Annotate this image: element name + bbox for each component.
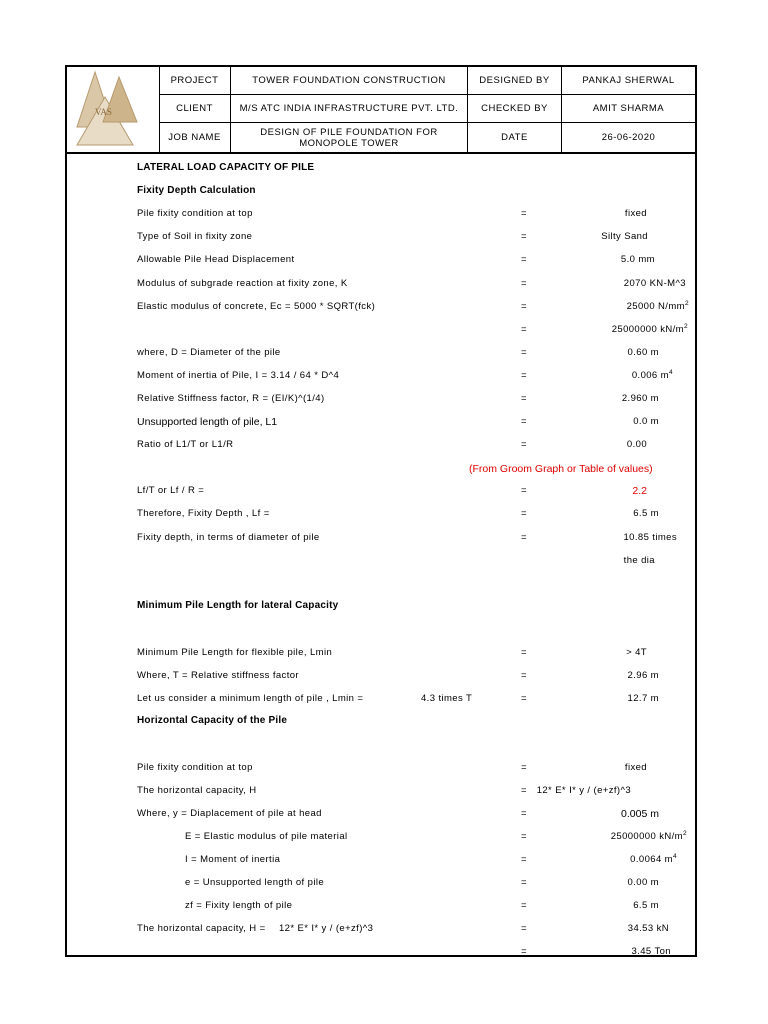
row-value — [621, 254, 655, 265]
row-value — [633, 900, 659, 911]
row-value-text: 0.005 m — [621, 808, 659, 820]
row-equals: = — [521, 831, 527, 842]
row-value — [623, 532, 677, 543]
row-value-text: 6.5 m — [633, 508, 659, 519]
row-equals: = — [521, 393, 527, 404]
row-label: The horizontal capacity, H = — [137, 923, 266, 934]
row-equals: = — [521, 923, 527, 934]
unit-exponent: 4 — [672, 852, 677, 860]
row-label: Therefore, Fixity Depth , Lf = — [137, 508, 270, 519]
the-dia-text: the dia — [623, 555, 655, 566]
section-title-horizontal-capacity: Horizontal Capacity of the Pile — [137, 715, 288, 726]
row-equals: = — [521, 370, 527, 381]
row-label: Lf/T or Lf / R = — [137, 485, 205, 496]
calculation-sheet — [65, 65, 697, 957]
row-value-text: 0.006 m — [631, 370, 669, 381]
row-value-text: 3.45 Ton — [631, 946, 671, 957]
row-value-text: 25000000 kN/m — [610, 831, 683, 842]
date-value: 26-06-2020 — [601, 132, 656, 143]
section-subtitle-fixity-depth: Fixity Depth Calculation — [137, 185, 256, 196]
row-value — [627, 301, 689, 312]
row-value-text: 2.960 m — [621, 393, 659, 404]
row-label: Moment of inertia of Pile, I = 3.14 / 64 * D^4 — [137, 370, 340, 381]
row-equals: = — [521, 231, 527, 242]
row-value-text: 0.0064 m — [630, 854, 673, 865]
row-equals: = — [521, 485, 527, 496]
groom-graph-note: (From Groom Graph or Table of values) — [469, 463, 653, 475]
row-value-text: 12* E* I* y / (e+zf)^3 — [536, 785, 631, 796]
designed-by-label: DESIGNED BY — [468, 67, 562, 95]
row-equals: = — [521, 762, 527, 773]
row-equals: = — [521, 647, 527, 658]
title-block — [67, 67, 695, 154]
row-value — [625, 762, 647, 773]
row-value-text: 2.96 m — [627, 670, 659, 681]
row-equals: = — [521, 670, 527, 681]
row-label: Unsupported length of pile, L1 — [137, 416, 278, 428]
row-value — [626, 647, 647, 658]
row-label: Type of Soil in fixity zone — [137, 231, 253, 242]
unit-exponent: 2 — [683, 322, 688, 330]
row-equals: = — [521, 785, 527, 796]
unit-exponent: 4 — [668, 368, 673, 376]
row-equals: = — [521, 900, 527, 911]
row-value — [624, 278, 686, 289]
designed-by-value: PANKAJ SHERWAL — [562, 67, 695, 95]
row-value — [630, 854, 677, 865]
row-value-text: 25000 N/mm — [626, 301, 685, 312]
row-label: E = Elastic modulus of pile material — [185, 831, 348, 842]
row-value-text: Silty Sand — [601, 231, 648, 242]
row-label: Relative Stiffness factor, R = (EI/K)^(1/4) — [137, 393, 325, 404]
row-value-text: 2.2 — [632, 485, 647, 497]
row-equals: = — [521, 693, 527, 704]
row-label: Where, T = Relative stiffness factor — [137, 670, 299, 681]
row-equals: = — [521, 439, 527, 450]
row-label: Where, y = Diaplacement of pile at head — [137, 808, 322, 819]
row-equals: = — [521, 278, 527, 289]
row-value-text: fixed — [624, 208, 647, 219]
row-label: Pile fixity condition at top — [137, 762, 253, 773]
row-value — [537, 785, 631, 796]
row-value — [628, 923, 669, 934]
checked-by-value: AMIT SHARMA — [562, 95, 695, 123]
row-value-text: 25000000 kN/m — [611, 324, 684, 335]
row-label: e = Unsupported length of pile — [185, 877, 325, 888]
row-label: zf = Fixity length of pile — [185, 900, 293, 911]
row-value-text: 2070 KN-M^3 — [623, 278, 686, 289]
row-value-text: 6.5 m — [633, 900, 659, 911]
row-value — [601, 231, 648, 242]
row-label: where, D = Diameter of the pile — [137, 347, 281, 358]
row-value-text: 34.53 kN — [627, 923, 669, 934]
row-value — [628, 877, 659, 888]
row-equals: = — [521, 416, 527, 427]
row-label: The horizontal capacity, H — [137, 785, 257, 796]
job-name-value: DESIGN OF PILE FOUNDATION FOR MONOPOLE TOWER — [231, 123, 468, 152]
row-value-text: 0.0 m — [633, 416, 659, 427]
row-equals: = — [521, 808, 527, 819]
row-equals: = — [521, 508, 527, 519]
row-mid-value: 4.3 times T — [421, 693, 473, 704]
row-value — [625, 208, 647, 219]
row-value — [627, 439, 647, 450]
row-equals: = — [521, 532, 527, 543]
row-value-text: 5.0 mm — [620, 254, 655, 265]
row-equals: = — [521, 208, 527, 219]
logo-letter-v: VAS — [95, 107, 112, 117]
row-label: Pile fixity condition at top — [137, 208, 253, 219]
row-value — [632, 485, 647, 497]
row-value-text: 0.60 m — [627, 347, 659, 358]
row-label: Allowable Pile Head Displacement — [137, 254, 295, 265]
row-equals: = — [521, 877, 527, 888]
row-value — [611, 831, 687, 842]
project-label: PROJECT — [159, 67, 231, 95]
row-equals: = — [521, 301, 527, 312]
row-label: Let us consider a minimum length of pile , Lmin = — [137, 693, 364, 704]
project-value: TOWER FOUNDATION CONSTRUCTION — [231, 67, 468, 95]
row-label: Modulus of subgrade reaction at fixity zone, K — [137, 278, 348, 289]
row-value — [622, 393, 659, 404]
row-value — [628, 693, 659, 704]
row-label: Fixity depth, in terms of diameter of pile — [137, 532, 320, 543]
job-name-label: JOB NAME — [159, 123, 231, 152]
company-logo — [67, 67, 160, 152]
row-value — [633, 508, 659, 519]
row-value-text: 10.85 times — [623, 532, 677, 543]
row-value-text: 12.7 m — [627, 693, 659, 704]
row-equals: = — [521, 946, 527, 957]
row-equals: = — [521, 854, 527, 865]
row-equals: = — [521, 347, 527, 358]
unit-exponent: 2 — [684, 299, 689, 307]
row-value — [632, 946, 671, 957]
section-title-minimum-pile-length: Minimum Pile Length for lateral Capacity — [137, 600, 339, 611]
client-label: CLIENT — [159, 95, 231, 123]
row-label: Ratio of L1/T or L1/R — [137, 439, 234, 450]
section-title-lateral-load: LATERAL LOAD CAPACITY OF PILE — [137, 162, 315, 173]
client-value: M/S ATC INDIA INFRASTRUCTURE PVT. LTD. — [231, 95, 468, 123]
row-label: I = Moment of inertia — [185, 854, 281, 865]
row-equals: = — [521, 324, 527, 335]
row-mid-value: 12* E* I* y / (e+zf)^3 — [279, 923, 374, 934]
row-value — [612, 324, 688, 335]
row-value-text: fixed — [624, 762, 647, 773]
row-label: Minimum Pile Length for flexible pile, Lmin — [137, 647, 333, 658]
row-value — [628, 347, 659, 358]
unit-exponent: 2 — [682, 829, 687, 837]
row-value — [621, 808, 659, 820]
row-value-text: 0.00 m — [627, 877, 659, 888]
row-value — [632, 370, 673, 381]
row-equals: = — [521, 254, 527, 265]
date-label: DATE — [468, 123, 562, 152]
row-value-text: > 4T — [626, 647, 647, 658]
checked-by-label: CHECKED BY — [468, 95, 562, 123]
row-label: Elastic modulus of concrete, Ec = 5000 * SQRT(fck) — [137, 301, 376, 312]
row-value-text: 0.00 — [626, 439, 647, 450]
row-value — [633, 416, 659, 427]
row-value — [628, 670, 659, 681]
